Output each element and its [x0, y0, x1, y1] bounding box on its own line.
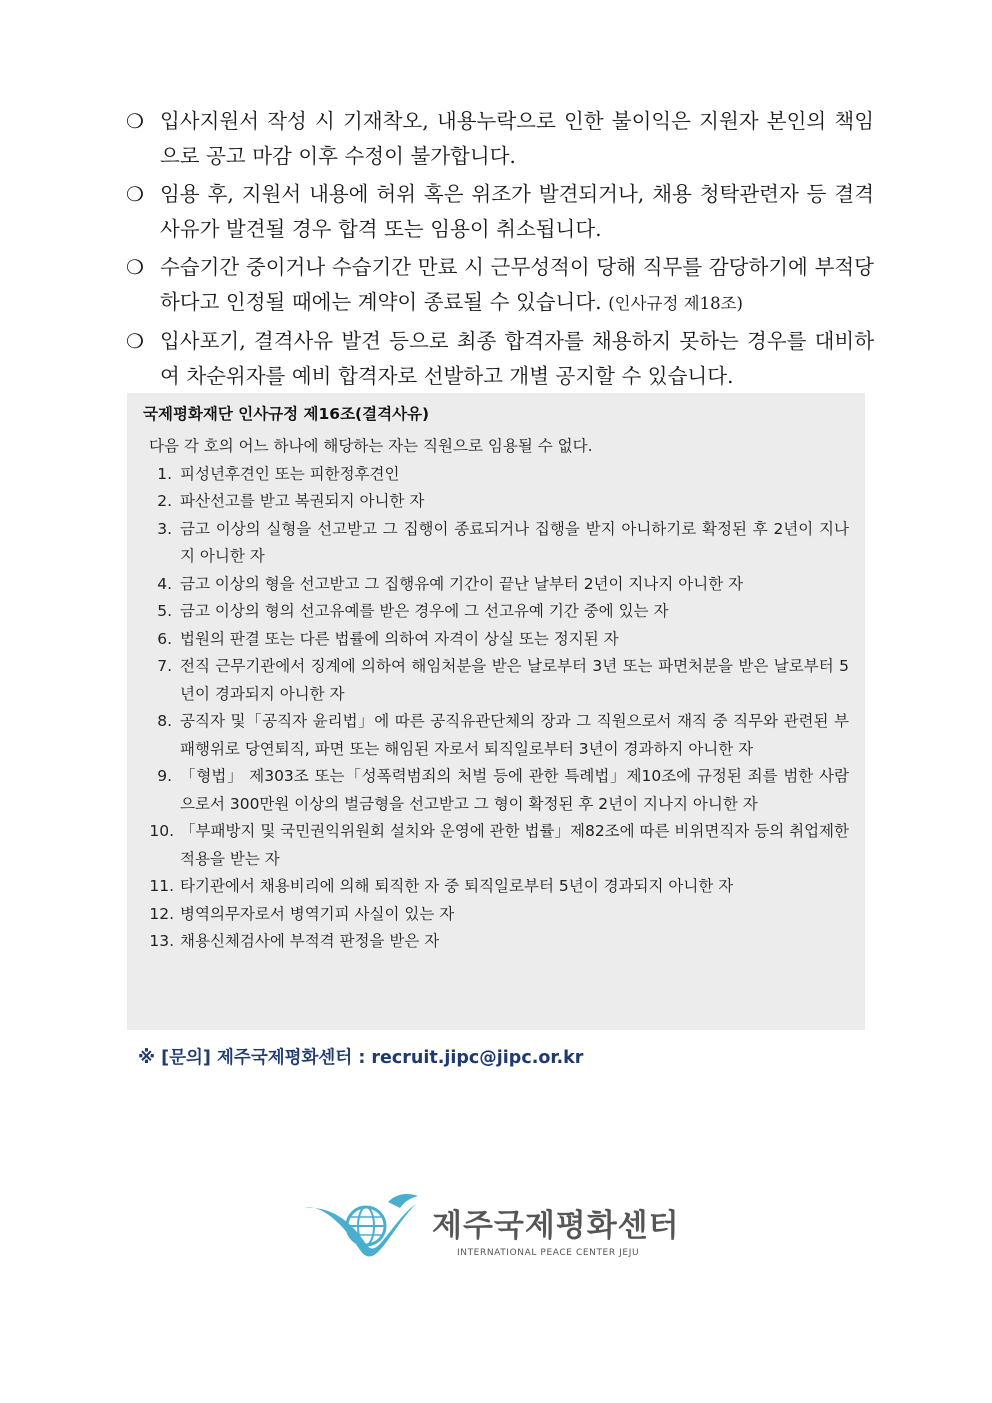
item-number: 9.	[157, 767, 172, 785]
list-item	[143, 598, 849, 626]
notice-text: 임용 후, 지원서 내용에 허위 혹은 위조가 발견되거나, 채용 청탁관련자 등 결격사유가 발견될 경우 합격 또는 임용이 취소됩니다.	[160, 182, 874, 241]
item-number: 10.	[149, 822, 174, 840]
list-item	[143, 873, 849, 901]
item-text: 금고 이상의 형을 선고받고 그 집행유예 기간이 끝난 날부터 2년이 지나지 아니한 자	[180, 574, 744, 593]
list-item	[143, 928, 849, 956]
list-item	[143, 708, 849, 763]
item-text: 「부패방지 및 국민권익위원회 설치와 운영에 관한 법률」제82조에 따른 비위면직자 등의 취업제한 적용을 받는 자	[180, 822, 849, 868]
item-text: 파산선고를 받고 복권되지 아니한 자	[180, 492, 425, 510]
item-number: 8.	[157, 712, 172, 730]
dove-globe-icon	[300, 1190, 430, 1270]
notice-item	[126, 250, 874, 321]
circle-bullet-icon: ❍	[126, 182, 144, 206]
list-item	[143, 488, 849, 516]
notice-reference: (인사규정 제18조)	[608, 294, 743, 313]
list-item	[143, 516, 849, 571]
item-number: 6.	[157, 629, 172, 648]
list-item	[143, 818, 849, 873]
item-number: 2.	[157, 492, 172, 510]
item-number: 1.	[157, 464, 172, 483]
notice-item	[126, 324, 874, 394]
item-text: 전직 근무기관에서 징계에 의하여 해임처분을 받은 날로부터 3년 또는 파면처분을 받은 날로부터 5년이 경과되지 아니한 자	[180, 657, 849, 703]
item-text: 병역의무자로서 병역기피 사실이 있는 자	[180, 904, 455, 923]
item-number: 13.	[149, 932, 174, 950]
list-item	[143, 901, 849, 929]
item-text: 채용신체검사에 부적격 판정을 받은 자	[180, 932, 440, 950]
center-logo	[300, 1190, 690, 1270]
notice-text: 입사포기, 결격사유 발견 등으로 최종 합격자를 채용하지 못하는 경우를 대비하여 차순위자를 예비 합격자로 선발하고 개별 공지할 수 있습니다.	[160, 329, 874, 388]
regulation-title: 국제평화재단 인사규정 제16조(결격사유)	[143, 405, 430, 423]
notice-text: 수습기간 중이거나 수습기간 만료 시 근무성적이 당해 직무를 감당하기에 부적당하다고 인정될 때에는 계약이 종료될 수 있습니다.	[160, 255, 874, 314]
item-number: 3.	[157, 519, 172, 538]
circle-bullet-icon: ❍	[126, 109, 144, 133]
item-number: 11.	[149, 877, 174, 895]
list-item	[143, 571, 849, 599]
item-text: 피성년후견인 또는 피한정후견인	[180, 464, 400, 483]
item-text: 타기관에서 채용비리에 의해 퇴직한 자 중 퇴직일로부터 5년이 경과되지 아니한 자	[180, 877, 734, 895]
item-text: 금고 이상의 실형을 선고받고 그 집행이 종료되거나 집행을 받지 아니하기로 확정된 후 2년이 지나지 아니한 자	[180, 519, 849, 565]
list-item	[143, 653, 849, 708]
notice-text: 입사지원서 작성 시 기재착오, 내용누락으로 인한 불이익은 지원자 본인의 책임으로 공고 마감 이후 수정이 불가합니다.	[160, 109, 874, 168]
circle-bullet-icon: ❍	[126, 329, 144, 353]
item-number: 5.	[157, 602, 172, 620]
disqualification-list	[143, 461, 849, 956]
list-item	[143, 763, 849, 818]
item-text: 금고 이상의 형의 선고유예를 받은 경우에 그 선고유예 기간 중에 있는 자	[180, 602, 669, 620]
regulation-box	[127, 393, 865, 1030]
item-number: 12.	[149, 904, 174, 923]
item-number: 4.	[157, 574, 172, 593]
item-text: 공직자 및「공직자 윤리법」에 따른 공직유관단체의 장과 그 직원으로서 재직 중 직무와 관련된 부패행위로 당연퇴직, 파면 또는 해임된 자로서 퇴직일로부터 3년이 경과하지 아니한 자	[180, 712, 849, 758]
list-item	[143, 626, 849, 654]
list-item	[143, 461, 849, 489]
circle-bullet-icon: ❍	[126, 255, 144, 279]
item-text: 법원의 판결 또는 다른 법률에 의하여 자격이 상실 또는 정지된 자	[180, 629, 619, 648]
contact-info: ※ [문의] 제주국제평화센터 : recruit.jipc@jipc.or.kr	[138, 1048, 584, 1068]
notice-item	[126, 177, 874, 247]
regulation-intro: 다음 각 호의 어느 하나에 해당하는 자는 직원으로 임용될 수 없다.	[149, 437, 593, 455]
logo-subtitle: INTERNATIONAL PEACE CENTER JEJU	[457, 1248, 640, 1258]
logo-name: 제주국제평화센터	[432, 1208, 680, 1244]
item-number: 7.	[157, 657, 172, 675]
notice-item	[126, 104, 874, 174]
item-text: 「형법」 제303조 또는「성폭력범죄의 처벌 등에 관한 특례법」제10조에 규정된 죄를 범한 사람으로서 300만원 이상의 벌금형을 선고받고 그 형이 확정된 후 2년이 지나지 아니한 자	[180, 767, 849, 813]
notice-list	[126, 104, 874, 397]
